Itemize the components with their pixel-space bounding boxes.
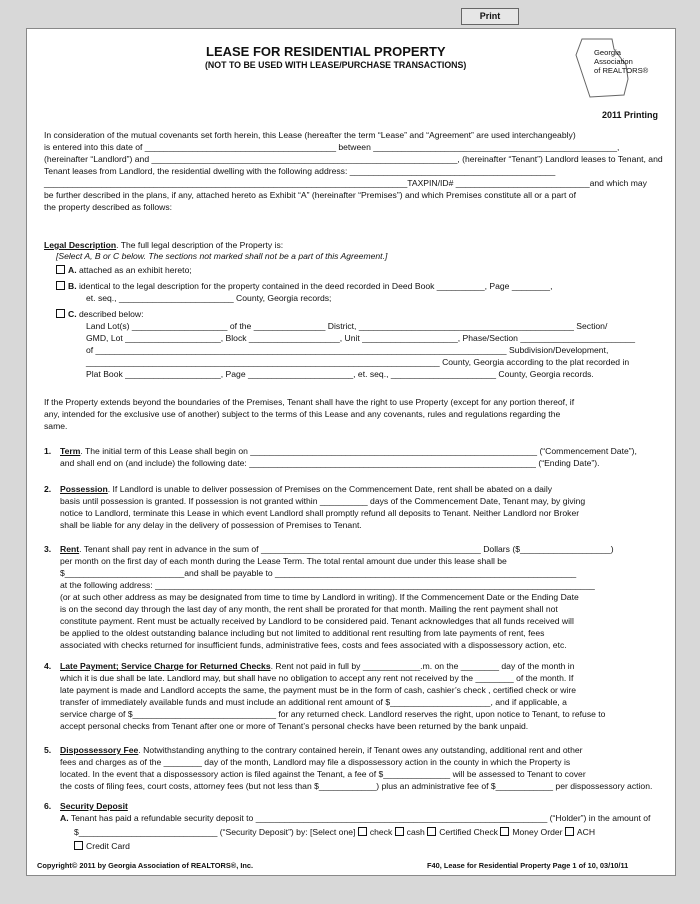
section-number: 6.	[44, 801, 52, 811]
option-b-text: identical to the legal description for the property contained in the deed recorded in Deed Book __________, Page ________,	[78, 281, 553, 291]
intro-line: Tenant leases from Landlord, the residential dwelling with the following address: ___________________________________________	[44, 166, 556, 176]
extends-line: If the Property extends beyond the boundaries of the Premises, Tenant shall have the right to use Property (except for any portion thereof, if	[44, 397, 575, 407]
section-heading: Dispossessory Fee	[60, 745, 139, 755]
section-line: which it is due shall be late. Landlord may, but shall have no obligation to accept any rent not received by the ________ of the month. If	[60, 673, 574, 683]
check-checkbox[interactable]	[358, 827, 367, 836]
option-a-checkbox[interactable]	[56, 265, 65, 274]
credit-card-row	[74, 841, 130, 851]
certified-check-checkbox[interactable]	[427, 827, 436, 836]
section-line: late payment is made and Landlord accepts the same, the payment must be in the form of cash, cashier’s check , certified check or wire	[60, 685, 577, 695]
georgia-realtors-logo	[564, 35, 658, 103]
section-line: (or at such other address as may be designated from time to time by Landlord in writing). If the Commencement Date or the Ending Date	[60, 592, 579, 602]
section-line: accept personal checks from Tenant after one or more of Tenant’s personal checks have been returned by the bank unpaid.	[60, 721, 529, 731]
ach-checkbox[interactable]	[565, 827, 574, 836]
section-security-deposit: 6. Security Deposit A. Tenant has paid a refundable security deposit to _____________________________________________________________ (“Holder”) in the amount of $_____________________________ (“Security Deposit”) by: [Select one] check cash Certified Check Money Order ACH Credit Card	[44, 801, 651, 851]
section-heading: Possession	[60, 484, 108, 494]
section-line: be applied to the oldest outstanding balance including but not limited to additional rent resulting from late payments of rent, fees	[60, 628, 545, 638]
option-c-letter: C.	[68, 309, 77, 319]
logo-line-1: Georgia	[594, 48, 622, 57]
printing-year: 2011 Printing	[602, 110, 659, 120]
method-label: Certified Check	[439, 827, 498, 837]
option-c-line: of ______________________________________________________________________________________ Subdivision/Development,	[86, 345, 609, 355]
section-term	[44, 446, 660, 470]
section-line: is on the second day through the last day of any month, the rent shall be prorated for that month. Mailing the rent payment shall not	[60, 604, 558, 614]
document-title: LEASE FOR RESIDENTIAL PROPERTY	[206, 44, 446, 59]
option-c-row	[56, 309, 143, 319]
credit-card-checkbox[interactable]	[74, 841, 83, 850]
section-heading: Rent	[60, 544, 80, 554]
method-label: ACH	[576, 827, 596, 837]
intro-paragraph	[44, 130, 663, 212]
option-c-line: GMD, Lot ____________________, Block ___________________, Unit ____________________, Phase/Section ________________________	[86, 333, 636, 343]
section-line: associated with checks returned for insufficient funds, administrative fees, costs and fees associated with a dispossessory action, etc.	[60, 640, 567, 650]
option-c-line: Land Lot(s) ____________________ of the _______________ District, _____________________________________________ Section/	[86, 321, 608, 331]
section-heading: Late Payment; Service Charge for Returned Checks	[60, 661, 271, 671]
cash-checkbox[interactable]	[395, 827, 404, 836]
deposit-method-row	[74, 827, 595, 837]
section-line: . If Landlord is unable to deliver possession of Premises on the Commencement Date, rent shall be abated on a daily	[107, 484, 553, 494]
section-line: service charge of $______________________________ for any returned check. Landlord reserves the right, upon notice to Tenant, to refuse to	[60, 709, 606, 719]
section-line: $_________________________and shall be payable to _______________________________________________________________	[60, 568, 577, 578]
legal-heading-rest: . The full legal description of the Property is:	[116, 240, 284, 250]
section-heading: Security Deposit	[60, 801, 128, 811]
option-c-line: Plat Book ____________________, Page ______________________, et. seq., ______________________ County, Georgia records.	[86, 369, 594, 379]
section-late-payment	[44, 661, 660, 735]
section-line: . Notwithstanding anything to the contrary contained herein, if Tenant owes any outstanding, additional rent and other	[138, 745, 583, 755]
section-number: 3.	[44, 544, 52, 554]
logo-line-2: Association	[594, 57, 633, 66]
deposit-line-b: $_____________________________ (“Security Deposit”) by: [Select one]	[74, 827, 356, 837]
section-number: 4.	[44, 661, 52, 671]
method-label: Money Order	[512, 827, 563, 837]
intro-line: (hereinafter “Landlord”) and ________________________________________________________________, (hereinafter “Tenant”) Landlord leases to Tenant, and	[44, 154, 663, 164]
money-order-checkbox[interactable]	[500, 827, 509, 836]
option-b-text-2: et. seq., ________________________ County, Georgia records;	[86, 293, 332, 303]
option-b-row	[56, 281, 552, 291]
method-label: cash	[406, 827, 425, 837]
section-line: . The initial term of this Lease shall begin on ____________________________________________________________ (“Commencement Date”),	[80, 446, 637, 456]
option-a-text: attached as an exhibit hereto;	[78, 265, 192, 275]
extends-paragraph	[44, 397, 660, 433]
section-dispossessory-fee	[44, 745, 660, 793]
extends-line: same.	[44, 421, 68, 431]
logo-line-3: of REALTORS®	[594, 66, 649, 75]
section-line: located. In the event that a dispossessory action is filed against the Tenant, a fee of $______________ will be assessed to Tenant to cover	[60, 769, 586, 779]
section-rent	[44, 544, 660, 654]
deposit-line-a: Tenant has paid a refundable security deposit to _____________________________________________________________ (“Holder”) in the amount of	[70, 813, 651, 823]
option-a-letter: A.	[68, 265, 77, 275]
legal-description	[44, 240, 660, 390]
legal-heading: Legal Description	[44, 240, 117, 250]
section-line: at the following address: ____________________________________________________________________________________________	[60, 580, 595, 590]
section-number: 5.	[44, 745, 52, 755]
section-line: transfer of immediately available funds and must include an additional rent amount of $_____________________, and if applicable, a	[60, 697, 567, 707]
section-line: constitute payment. Rent must be actually received by Landlord to be considered paid. Tenant acknowledges that all funds received will	[60, 616, 574, 626]
section-line: notice to Landlord, terminate this Lease in which event Landlord shall promptly refund all deposits to Tenant. Neither Landlord nor Broker	[60, 508, 580, 518]
section-line: per month on the first day of each month during the Lease Term. The total rental amount due under this lease shall be	[60, 556, 507, 566]
section-line: . Rent not paid in full by ____________.m. on the ________ day of the month in	[270, 661, 575, 671]
document-page	[26, 28, 676, 876]
option-c-line: __________________________________________________________________________ County, Georgia according to the plat recorded in	[86, 357, 630, 367]
option-b-checkbox[interactable]	[56, 281, 65, 290]
intro-line: be further described in the plans, if any, attached hereto as Exhibit “A” (hereinafter “Premises”) and which Premises constitute all or a part of	[44, 190, 576, 200]
intro-line: is entered into this date of ________________________________________ between ___________________________________________________,	[44, 142, 620, 152]
section-line: and shall end on (and include) the following date: ____________________________________________________________ (“Ending Date”).	[60, 458, 600, 468]
document-subtitle: (NOT TO BE USED WITH LEASE/PURCHASE TRANSACTIONS)	[205, 60, 467, 70]
section-possession	[44, 484, 660, 532]
intro-line: the property described as follows:	[44, 202, 173, 212]
section-line: the costs of filing fees, court costs, attorney fees (but not less than $____________) plus an administrative fee of $____________ per dispossessory action.	[60, 781, 653, 791]
section-line: basis until possession is granted. If possession is not granted within __________ days of the Commencement Date, Tenant may, by giving	[60, 496, 586, 506]
section-line: fees and charges as of the ________ day of the month, Landlord may file a dispossessory action in the county in which the Property is	[60, 757, 571, 767]
option-c-checkbox[interactable]	[56, 309, 65, 318]
intro-line: In consideration of the mutual covenants set forth herein, this Lease (hereafter the term “Lease” and “Agreement” are used interchangeably)	[44, 130, 576, 140]
legal-instruction: [Select A, B or C below. The sections not marked shall not be a part of this Agreement.]	[56, 251, 388, 261]
section-number: 1.	[44, 446, 52, 456]
section-line: . Tenant shall pay rent in advance in the sum of ______________________________________________ Dollars ($___________________)	[79, 544, 614, 554]
option-a-row	[56, 265, 192, 275]
option-c-text: described below:	[78, 309, 144, 319]
section-number: 2.	[44, 484, 52, 494]
method-label: check	[369, 827, 393, 837]
option-b-letter: B.	[68, 281, 77, 291]
footer-form-id: F40, Lease for Residential Property Page 1 of 10, 03/10/11	[427, 861, 629, 870]
print-button[interactable]: Print	[461, 8, 519, 25]
section-line: shall be liable for any delay in the delivery of possession of Premises to Tenant.	[60, 520, 362, 530]
footer-copyright: Copyright© 2011 by Georgia Association of REALTORS®, Inc.	[37, 861, 254, 870]
intro-line: ____________________________________________________________________________TAXPIN/ID# ____________________________and which may	[44, 178, 647, 188]
extends-line: any, intended for the exclusive use of another) subject to the terms of this Lease and any covenants, rules and regulations regarding the	[44, 409, 561, 419]
section-heading: Term	[60, 446, 81, 456]
method-label: Credit Card	[86, 841, 130, 851]
